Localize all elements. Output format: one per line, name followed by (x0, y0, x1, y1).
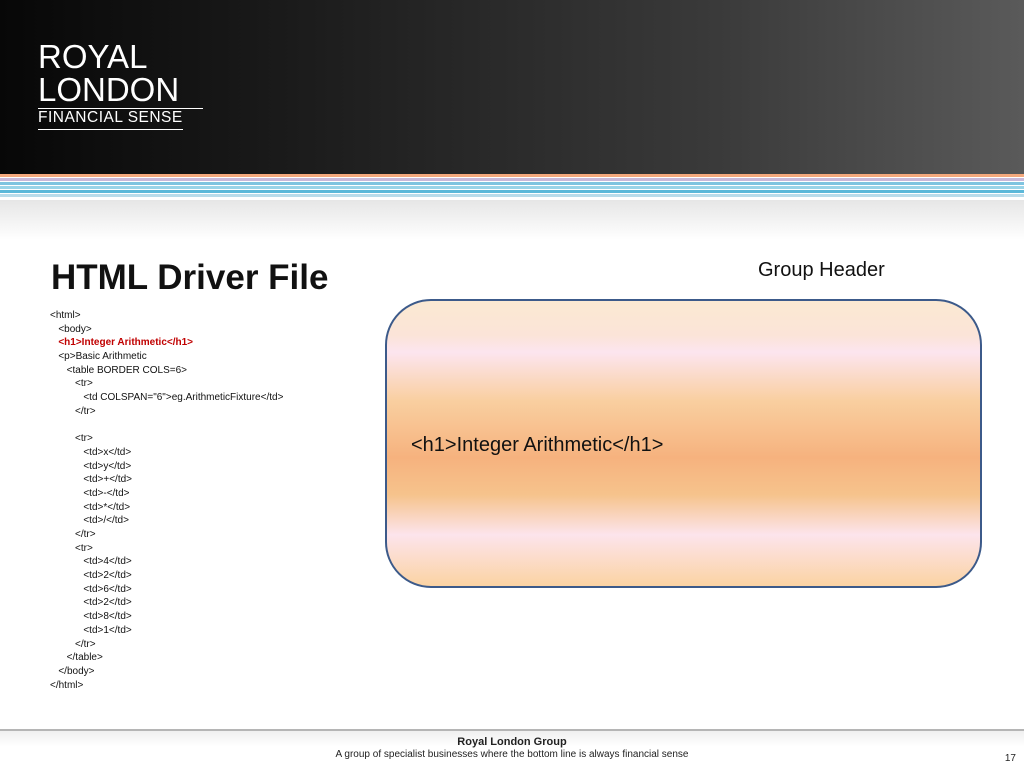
code-line: <html> (50, 310, 81, 321)
header-fade (0, 200, 1024, 240)
header-stripe (0, 194, 1024, 197)
panel-heading-text: <h1>Integer Arithmetic</h1> (411, 434, 664, 456)
code-line: <td>y</td> (50, 460, 132, 472)
slide-title: HTML Driver File (51, 258, 329, 297)
code-line: <body> (50, 323, 92, 335)
logo-line-financial-sense: FINANCIAL SENSE (38, 108, 183, 130)
logo-line-royal: ROYAL (38, 38, 148, 75)
code-line: <td>*</td> (50, 501, 131, 513)
logo-line-london: LONDON (38, 71, 180, 108)
group-header-panel (385, 299, 982, 588)
code-line: <h1>Integer Arithmetic</h1> (50, 337, 194, 349)
royal-london-logo (38, 40, 183, 130)
code-line: </tr> (50, 638, 96, 650)
header-stripe (0, 190, 1024, 193)
code-line: <tr> (50, 433, 93, 445)
code-line: <td>8</td> (50, 611, 132, 623)
code-line: <td>2</td> (50, 597, 132, 609)
code-line: <table BORDER COLS=6> (50, 364, 188, 376)
header-stripe (0, 186, 1024, 189)
header-stripe (0, 182, 1024, 185)
header-stripe (0, 178, 1024, 181)
header-banner (0, 0, 1024, 174)
code-line: <td>1</td> (50, 624, 132, 636)
code-line: </body> (50, 665, 95, 677)
code-listing (50, 309, 283, 692)
footer-company: Royal London Group (457, 736, 567, 748)
code-line: <td>x</td> (50, 446, 132, 458)
logo-rule (38, 108, 203, 109)
code-line: <p>Basic Arithmetic (50, 351, 147, 363)
code-line: <td>4</td> (50, 556, 132, 568)
code-line: <tr> (50, 378, 93, 390)
footer-tagline: A group of specialist businesses where the bottom line is always financial sense (335, 749, 689, 760)
header-stripes (0, 174, 1024, 200)
code-line: </table> (50, 652, 103, 664)
code-line: </tr> (50, 405, 96, 417)
code-line: <td>6</td> (50, 583, 132, 595)
code-line: <td COLSPAN="6">eg.ArithmeticFixture</td> (50, 392, 284, 404)
code-line: <td>-</td> (50, 487, 130, 499)
header-stripe (0, 174, 1024, 177)
code-line: <td>+</td> (50, 474, 132, 486)
code-line: </tr> (50, 529, 96, 540)
code-line: <td>/</td> (50, 515, 129, 527)
code-line: </html> (50, 679, 84, 691)
code-line: <tr> (50, 542, 93, 554)
code-line: <td>2</td> (50, 570, 132, 582)
code-line (50, 419, 283, 433)
page-number: 17 (1004, 753, 1016, 764)
group-header-label: Group Header (758, 259, 885, 281)
